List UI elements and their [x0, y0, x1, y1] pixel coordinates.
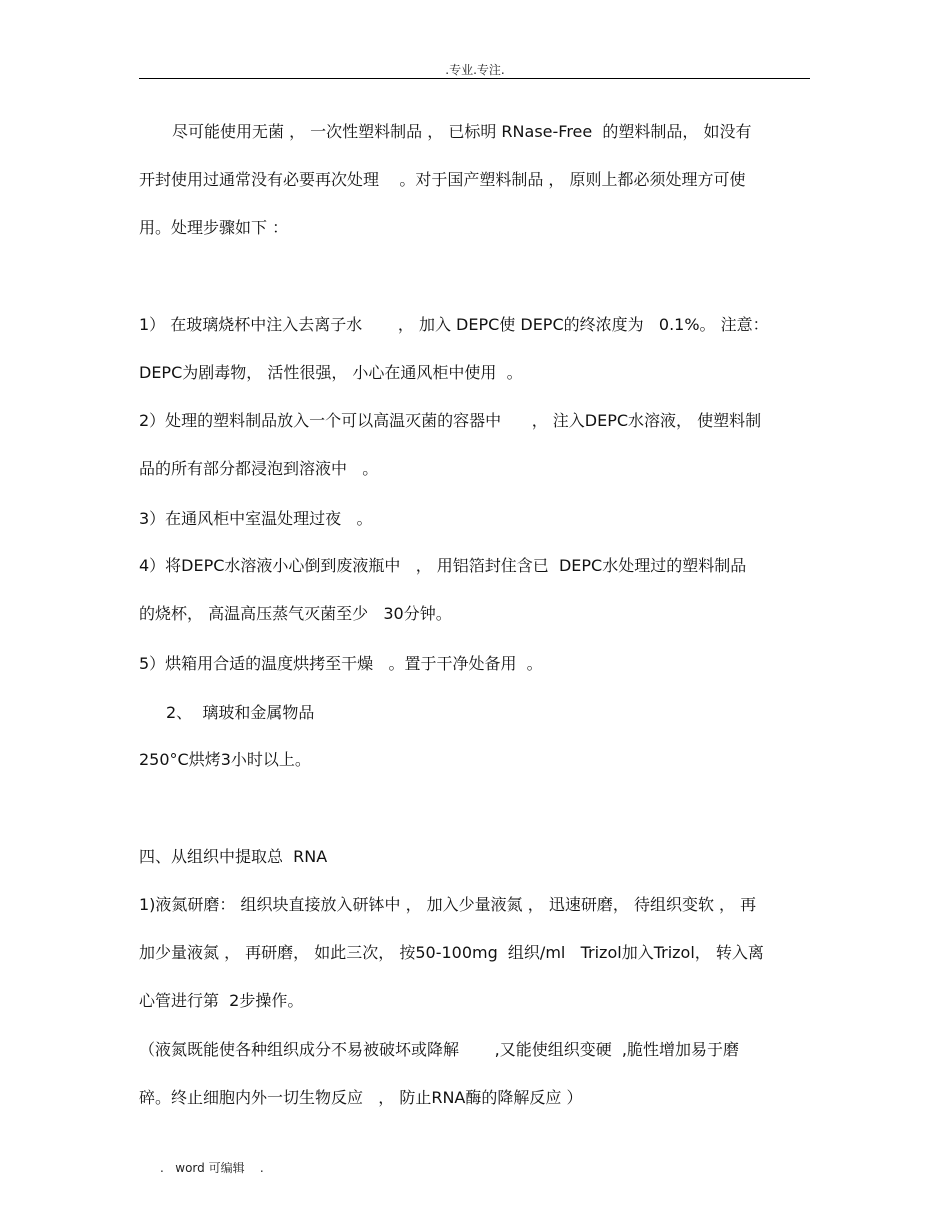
- step-line: 2）处理的塑料制品放入一个可以高温灭菌的容器中 ， 注入DEPC水溶液， 使塑料制: [139, 411, 762, 430]
- step-line: 4）将DEPC水溶液小心倒到废液瓶中 ， 用铝箔封住含已 DEPC水处理过的塑料制品: [139, 556, 747, 575]
- step-line: 的烧杯， 高温高压蒸气灭菌至少 30分钟。: [139, 604, 452, 623]
- step-line: DEPC为剧毒物， 活性很强， 小心在通风柜中使用 。: [139, 363, 523, 382]
- section-heading: 四、从组织中提取总 RNA: [139, 847, 328, 866]
- paragraph-line: 心管进行第 2步操作。: [139, 991, 304, 1010]
- page-header: .专业.专注.: [445, 63, 505, 77]
- page-footer: . word 可编辑 .: [160, 1161, 264, 1175]
- step-line: 5）烘箱用合适的温度烘拷至干燥 。置于干净处备用 。: [139, 654, 543, 673]
- paragraph-line: 250°C烘烤3小时以上。: [139, 750, 311, 769]
- paragraph-line: 碎。终止细胞内外一切生物反应 ， 防止RNA酶的降解反应 ）: [139, 1088, 583, 1107]
- subsection-heading: 2、 璃玻和金属物品: [166, 703, 315, 722]
- step-line: 品的所有部分都浸泡到溶液中 。: [139, 459, 379, 478]
- paragraph-line: （液氮既能使各种组织成分不易被破坏或降解 ,又能使组织变硬 ,脆性增加易于磨: [139, 1040, 739, 1059]
- paragraph-line: 开封使用过通常没有必要再次处理 。对于国产塑料制品 ， 原则上都必须处理方可使: [139, 170, 746, 189]
- paragraph-line: 加少量液氮 ， 再研磨， 如此三次， 按50-100mg 组织/ml Trizol加入Trizol， 转入离: [139, 943, 764, 962]
- header-divider: [139, 78, 810, 79]
- paragraph-line: 1)液氮研磨： 组织块直接放入研钵中 ， 加入少量液氮 ， 迅速研磨， 待组织变软 ， 再: [139, 895, 757, 914]
- step-line: 3）在通风柜中室温处理过夜 。: [139, 509, 373, 528]
- step-line: 1） 在玻璃烧杯中注入去离子水 ， 加入 DEPC使 DEPC的终浓度为 0.1%。 注意：: [139, 315, 769, 334]
- paragraph-line: 用。处理步骤如下 ：: [139, 218, 289, 237]
- paragraph-line: 尽可能使用无菌 ， 一次性塑料制品 ， 已标明 RNase-Free 的塑料制品， 如没有: [172, 122, 752, 141]
